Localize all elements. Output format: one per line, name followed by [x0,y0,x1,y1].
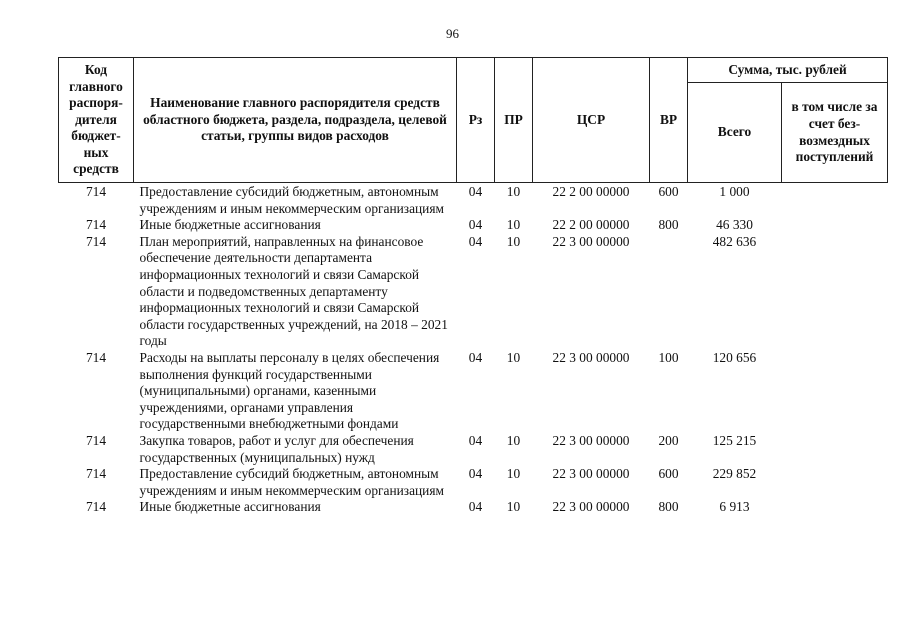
cell-total: 125 215 [712,432,757,448]
cell-rz: 04 [468,184,483,199]
table-body [59,183,888,516]
cell-total: 6 913 [719,499,750,515]
cell-free-receipts [782,499,888,516]
cell-free-receipts [782,433,888,466]
cell-vr [650,234,688,350]
table-row [59,217,888,234]
header-vr: ВР [650,58,688,183]
budget-table [58,57,888,516]
cell-total: 46 330 [716,217,753,233]
cell-vr: 600 [658,466,679,482]
page-number: 96 [446,26,459,41]
cell-vr: 200 [658,432,679,448]
cell-vr: 800 [658,217,679,233]
header-csr: ЦСР [533,58,650,183]
table-row [59,466,888,499]
cell-free-receipts [782,234,888,350]
cell-code: 714 [85,233,107,249]
cell-name: Иные бюджетные ассигнования [139,217,321,233]
cell-pr: 10 [506,233,521,249]
cell-code: 714 [85,217,107,233]
cell-pr: 10 [506,432,521,448]
cell-pr: 10 [506,184,521,199]
header-name: Наименование главного распорядителя средств областного бюджета, раздела, подраздела, целевой статьи, группы видов расходов [134,58,457,183]
cell-code: 714 [85,432,107,448]
header-free-receipts: в том числе за счет без-возмездных поступлений [782,83,888,183]
cell-vr: 100 [658,349,679,365]
cell-vr: 800 [658,499,679,515]
cell-rz: 04 [468,466,483,482]
cell-csr: 22 3 00 00000 [552,349,630,365]
table-row [59,350,888,433]
cell-rz: 04 [468,217,483,233]
cell-pr: 10 [506,217,521,233]
cell-free-receipts [782,350,888,433]
table-row [59,499,888,516]
cell-rz: 04 [468,233,483,249]
cell-rz: 04 [468,349,483,365]
cell-csr: 22 3 00 00000 [552,233,630,249]
cell-free-receipts [782,217,888,234]
cell-name: План мероприятий, направленных на финансовое обеспечение деятельности департамента информационных технологий и связи Самарской области и подведомственных департаменту информационных технологий и связи Самарской области государственных учреждений, на 2018 – 2021 годы [139,233,448,349]
header-sum-group: Сумма, тыс. рублей [688,58,888,83]
cell-csr: 22 3 00 00000 [552,466,630,482]
cell-vr: 600 [658,184,679,199]
cell-free-receipts [782,183,888,218]
cell-code: 714 [85,499,107,515]
table-row [59,433,888,466]
cell-csr: 22 3 00 00000 [552,499,630,515]
cell-name: Предоставление субсидий бюджетным, автономным учреждениям и иным некоммерческим организациям [139,466,444,498]
cell-csr: 22 3 00 00000 [552,432,630,448]
cell-rz: 04 [468,432,483,448]
cell-code: 714 [85,466,107,482]
header-pr: ПР [495,58,533,183]
cell-code: 714 [85,349,107,365]
cell-free-receipts [782,466,888,499]
cell-total: 120 656 [712,349,757,365]
cell-total: 482 636 [712,233,757,249]
cell-csr: 22 2 00 00000 [552,217,630,233]
header-code: Код главного распоря-дителя бюджет-ных средств [59,58,134,183]
cell-name: Предоставление субсидий бюджетным, автономным учреждениям и иным некоммерческим организациям [139,184,444,216]
header-rz: Рз [457,58,495,183]
cell-pr: 10 [506,349,521,365]
cell-total: 229 852 [712,466,757,482]
header-total: Всего [688,83,782,183]
cell-rz: 04 [468,499,483,515]
cell-pr: 10 [506,466,521,482]
cell-code: 714 [85,184,107,199]
cell-name: Закупка товаров, работ и услуг для обеспечения государственных (муниципальных) нужд [139,432,414,465]
cell-name: Иные бюджетные ассигнования [139,499,321,515]
cell-name: Расходы на выплаты персоналу в целях обеспечения выполнения функций государственными (муниципальными) органами, казенными учреждениями, органами управления государственными внебюджетными фондами [139,349,440,432]
table-row [59,183,888,218]
cell-pr: 10 [506,499,521,515]
table-row [59,234,888,350]
cell-csr: 22 2 00 00000 [552,184,630,199]
cell-total: 1 000 [719,184,750,199]
